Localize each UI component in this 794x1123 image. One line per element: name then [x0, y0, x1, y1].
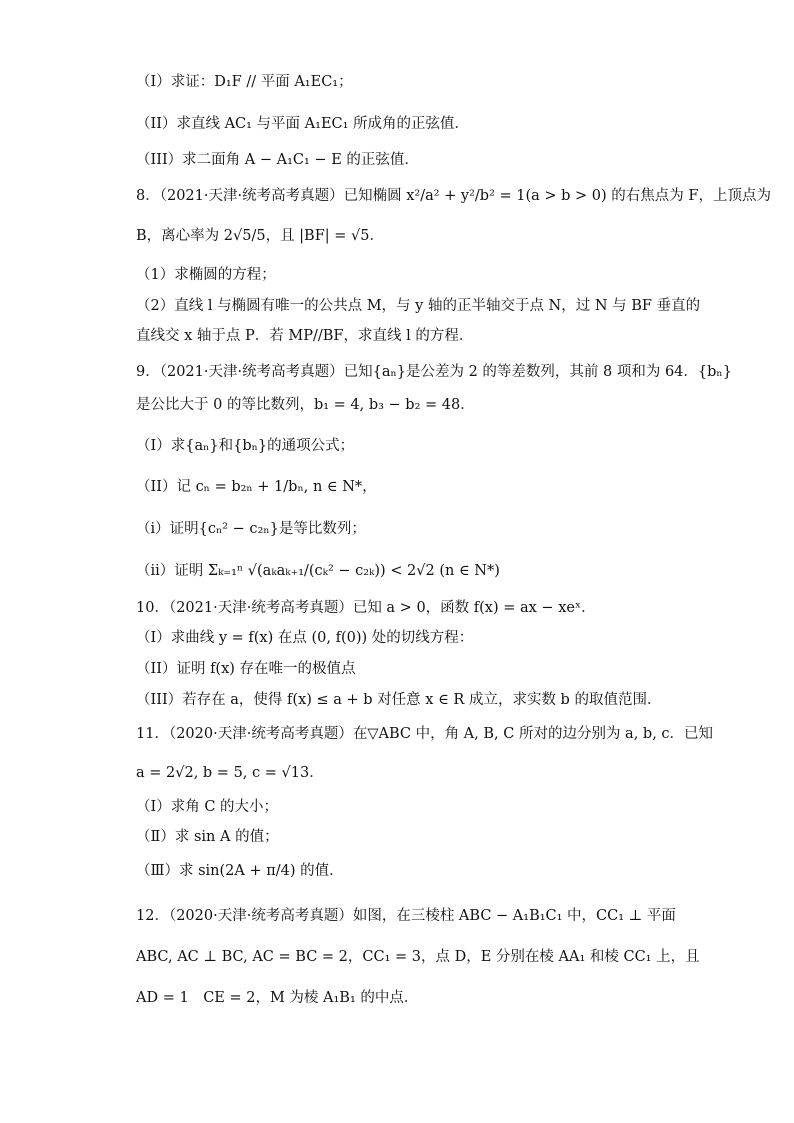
problem-8-line-2: B，离心率为 2√5/5，且 |BF| = √5． [136, 228, 384, 244]
problem-9-part-1: （I）求{aₙ}和{bₙ}的通项公式； [136, 438, 355, 454]
problem-12-line-3: AD = 1 CE = 2，M 为棱 A₁B₁ 的中点． [136, 990, 419, 1006]
line-2: （II）求直线 AC₁ 与平面 A₁EC₁ 所成角的正弦值． [136, 116, 470, 132]
problem-12-line-2: ABC, AC ⊥ BC, AC = BC = 2，CC₁ = 3，点 D，E 分别在棱 AA₁ 和棱 CC₁ 上，且 [136, 949, 700, 965]
problem-11-part-1: （Ⅰ）求角 C 的大小； [136, 799, 279, 815]
problem-8-part-2: （2）直线 l 与椭圆有唯一的公共点 M，与 y 轴的正半轴交于点 N，过 N 与 BF 垂直的 [136, 298, 701, 314]
problem-9-header: 9．（2021·天津·统考高考真题）已知{aₙ}是公差为 2 的等差数列，其前 8 项和为 64．{bₙ} [136, 364, 732, 380]
problem-8-header: 8．（2021·天津·统考高考真题）已知椭圆 x²/a² + y²/b² = 1(a > b > 0) 的右焦点为 F，上顶点为 [136, 188, 771, 204]
problem-11-part-3: （Ⅲ）求 sin(2A + π/4) 的值． [136, 863, 344, 879]
problem-9-part-2-i: （i）证明{cₙ² − c₂ₙ}是等比数列； [136, 521, 366, 537]
line-1: （I）求证：D₁F // 平面 A₁EC₁； [136, 74, 353, 90]
problem-10-header: 10．（2021·天津·统考高考真题）已知 a > 0，函数 f(x) = ax − xeˣ． [136, 600, 596, 616]
problem-10-part-2: （II）证明 f(x) 存在唯一的极值点 [136, 661, 356, 677]
problem-11-part-2: （Ⅱ）求 sin A 的值； [136, 829, 279, 845]
problem-10-part-1: （I）求曲线 y = f(x) 在点 (0, f(0)) 处的切线方程： [136, 630, 474, 646]
line-3: （III）求二面角 A − A₁C₁ − E 的正弦值． [136, 152, 419, 168]
problem-8-part-1: （1）求椭圆的方程； [136, 267, 276, 283]
problem-12-header: 12．（2020·天津·统考高考真题）如图，在三棱柱 ABC − A₁B₁C₁ 中，CC₁ ⊥ 平面 [136, 908, 676, 924]
problem-9-part-2: （II）记 cₙ = b₂ₙ + 1/bₙ, n ∈ N*， [136, 479, 377, 495]
problem-9-part-2-ii: （ii）证明 Σₖ₌₁ⁿ √(aₖaₖ₊₁/(cₖ² − c₂ₖ)) < 2√2 (n ∈ N*) [136, 563, 500, 579]
problem-11-header: 11．（2020·天津·统考高考真题）在▽ABC 中，角 A, B, C 所对的边分别为 a, b, c．已知 [136, 726, 714, 742]
problem-10-part-3: （III）若存在 a，使得 f(x) ≤ a + b 对任意 x ∈ R 成立，求实数 b 的取值范围． [136, 692, 662, 708]
problem-8-part-2-cont: 直线交 x 轴于点 P．若 MP//BF，求直线 l 的方程． [136, 328, 474, 344]
problem-9-line-2: 是公比大于 0 的等比数列，b₁ = 4, b₃ − b₂ = 48． [136, 397, 475, 413]
problem-11-line-2: a = 2√2, b = 5, c = √13． [136, 765, 324, 781]
